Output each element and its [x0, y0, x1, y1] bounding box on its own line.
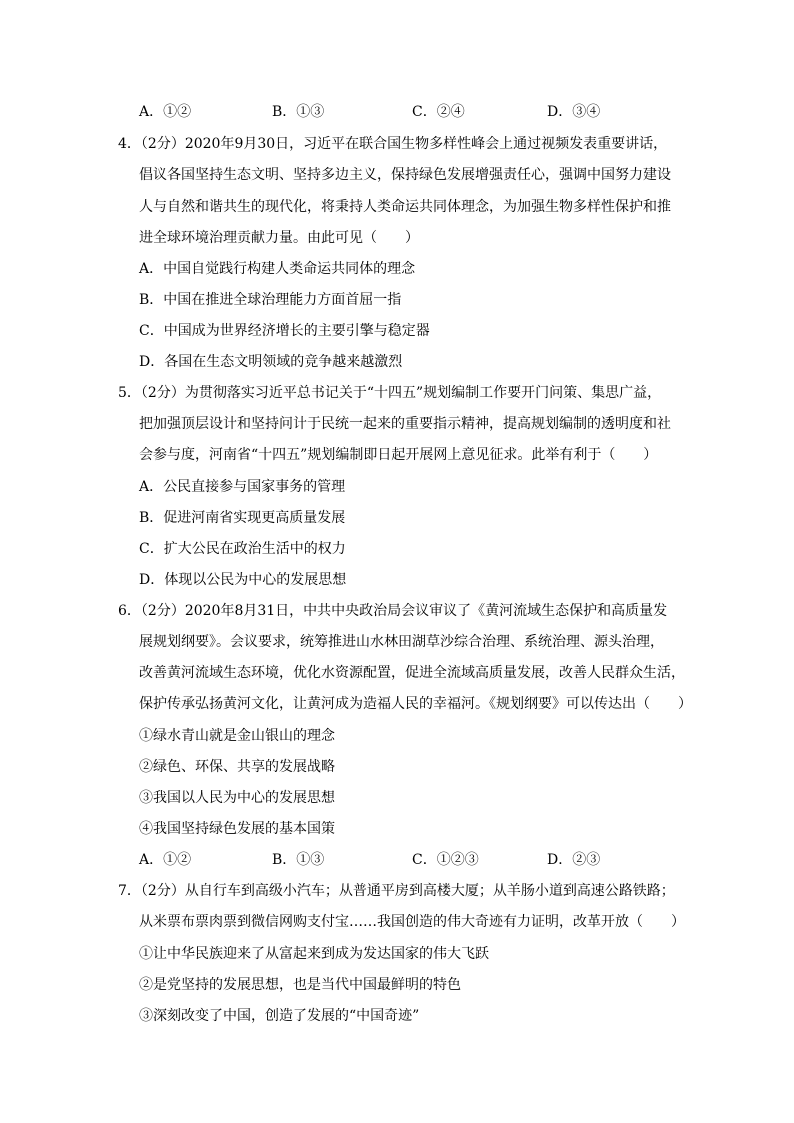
option-b: B．中国在推进全球治理能力方面首屈一指 [139, 292, 402, 308]
option-d: D．③④ [547, 104, 601, 120]
question-stem-line: 人与自然和谐共生的现代化，将秉持人类命运共同体理念，为加强生物多样性保护和推 [139, 199, 671, 215]
option-b: B．①③ [272, 104, 325, 120]
question-stem-line: 保护传承弘扬黄河文化，让黄河成为造福人民的幸福河。《规划纲要》可以传达出（ ） [139, 696, 692, 712]
question-stem-line: 从米票布票肉票到微信网购支付宝……我国创造的伟大奇迹有力证明，改革开放（ ） [139, 914, 685, 930]
question-stem-line: 5．（2分）为贯彻落实习近平总书记关于“十四五”规划编制工作要开门问策、集思广益， [118, 385, 662, 401]
option-a: A．①② [139, 852, 192, 868]
statement-1: ①绿水青山就是金山银山的理念 [139, 728, 335, 744]
option-a: A．公民直接参与国家事务的管理 [139, 479, 346, 495]
question-stem-line: 7．（2分）从自行车到高级小汽车；从普通平房到高楼大厦；从羊肠小道到高速公路铁路； [118, 883, 675, 899]
statement-1: ①让中华民族迎来了从富起来到成为发达国家的伟大飞跃 [139, 946, 489, 962]
option-c: C．中国成为世界经济增长的主要引擎与稳定器 [139, 323, 430, 339]
option-b: B．促进河南省实现更高质量发展 [139, 510, 346, 526]
option-c: C．①②③ [412, 852, 479, 868]
option-d: D．各国在生态文明领域的竞争越来越激烈 [139, 354, 403, 370]
statement-3: ③深刻改变了中国，创造了发展的“中国奇迹” [139, 1008, 420, 1024]
option-c: C．②④ [412, 104, 465, 120]
question-stem-line: 6．（2分）2020年8月31日，中共中央政治局会议审议了《黄河流域生态保护和高质量发 [118, 603, 668, 619]
question-stem-line: 改善黄河流域生态环境，优化水资源配置，促进全流域高质量发展，改善人民群众生活， [139, 665, 685, 681]
option-c: C．扩大公民在政治生活中的权力 [139, 541, 346, 557]
question-stem-line: 倡议各国坚持生态文明、坚持多边主义，保持绿色发展增强责任心，强调中国努力建设 [139, 167, 671, 183]
option-a: A．①② [139, 104, 192, 120]
question-stem-line: 展规划纲要》。会议要求，统筹推进山水林田湖草沙综合治理、系统治理、源头治理， [139, 634, 664, 650]
statement-2: ②绿色、环保、共享的发展战略 [139, 759, 335, 775]
statement-3: ③我国以人民为中心的发展思想 [139, 790, 335, 806]
option-a: A．中国自觉践行构建人类命运共同体的理念 [139, 261, 416, 277]
question-stem-line: 4．（2分）2020年9月30日，习近平在联合国生物多样性峰会上通过视频发表重要讲话， [118, 136, 668, 152]
statement-2: ②是党坚持的发展思想，也是当代中国最鲜明的特色 [139, 977, 461, 993]
question-stem-line: 进全球环境治理贡献力量。由此可见（ ） [139, 230, 419, 246]
question-stem-line: 会参与度，河南省“十四五”规划编制即日起开展网上意见征求。此举有利于（ ） [139, 447, 658, 463]
option-d: D．②③ [547, 852, 601, 868]
option-b: B．①③ [272, 852, 325, 868]
question-stem-line: 把加强顶层设计和坚持问计于民统一起来的重要指示精神，提高规划编制的透明度和社 [139, 416, 671, 432]
statement-4: ④我国坚持绿色发展的基本国策 [139, 821, 335, 837]
option-d: D．体现以公民为中心的发展思想 [139, 572, 347, 588]
